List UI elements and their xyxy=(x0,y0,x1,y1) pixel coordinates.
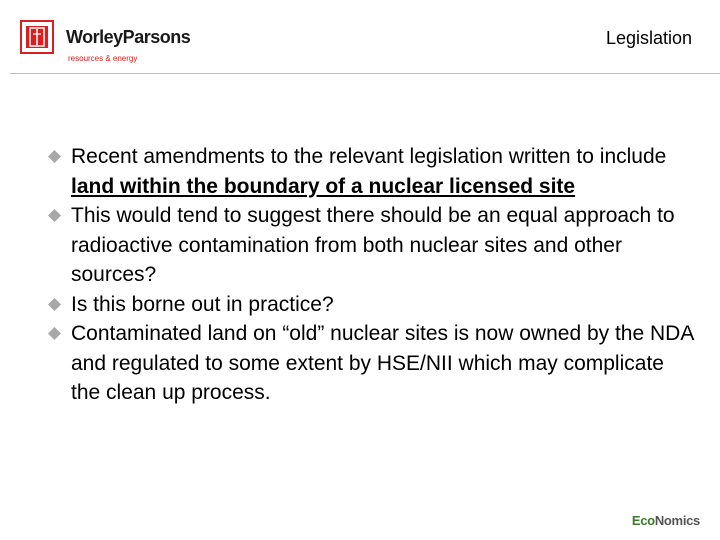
bullet-text: Is this borne out in practice? xyxy=(71,292,334,316)
brand-tagline: resources & energy xyxy=(68,54,138,63)
diamond-bullet-icon xyxy=(48,150,61,163)
bullet-text: This would tend to suggest there should be an equal approach to radioactive contamination from both nuclear sites and other sources? xyxy=(71,204,675,286)
bullet-item xyxy=(48,201,698,290)
bullet-text: Recent amendments to the relevant legislation written to include xyxy=(71,145,667,168)
bullet-list xyxy=(48,142,698,408)
diamond-bullet-icon xyxy=(48,327,61,340)
bullet-item xyxy=(48,319,698,408)
brand-name: WorleyParsons xyxy=(66,27,191,47)
bullet-item xyxy=(48,290,698,320)
diamond-bullet-icon xyxy=(48,209,61,222)
bullet-emphasis: land within the boundary of a nuclear licensed site xyxy=(71,174,576,198)
slide-title: Legislation xyxy=(605,28,692,48)
bullet-text: Contaminated land on “old” nuclear sites is now owned by the NDA and regulated to some extent by HSE/NII which may complicate the clean up process. xyxy=(71,322,694,404)
economics-logo xyxy=(632,513,700,528)
worleyparsons-logo-icon xyxy=(20,20,54,54)
diamond-bullet-icon xyxy=(48,298,61,311)
economics-logo-prefix: Eco xyxy=(631,513,655,528)
bullet-item xyxy=(48,142,698,201)
economics-logo-suffix: Nomics xyxy=(654,513,700,528)
header-divider xyxy=(10,73,720,74)
